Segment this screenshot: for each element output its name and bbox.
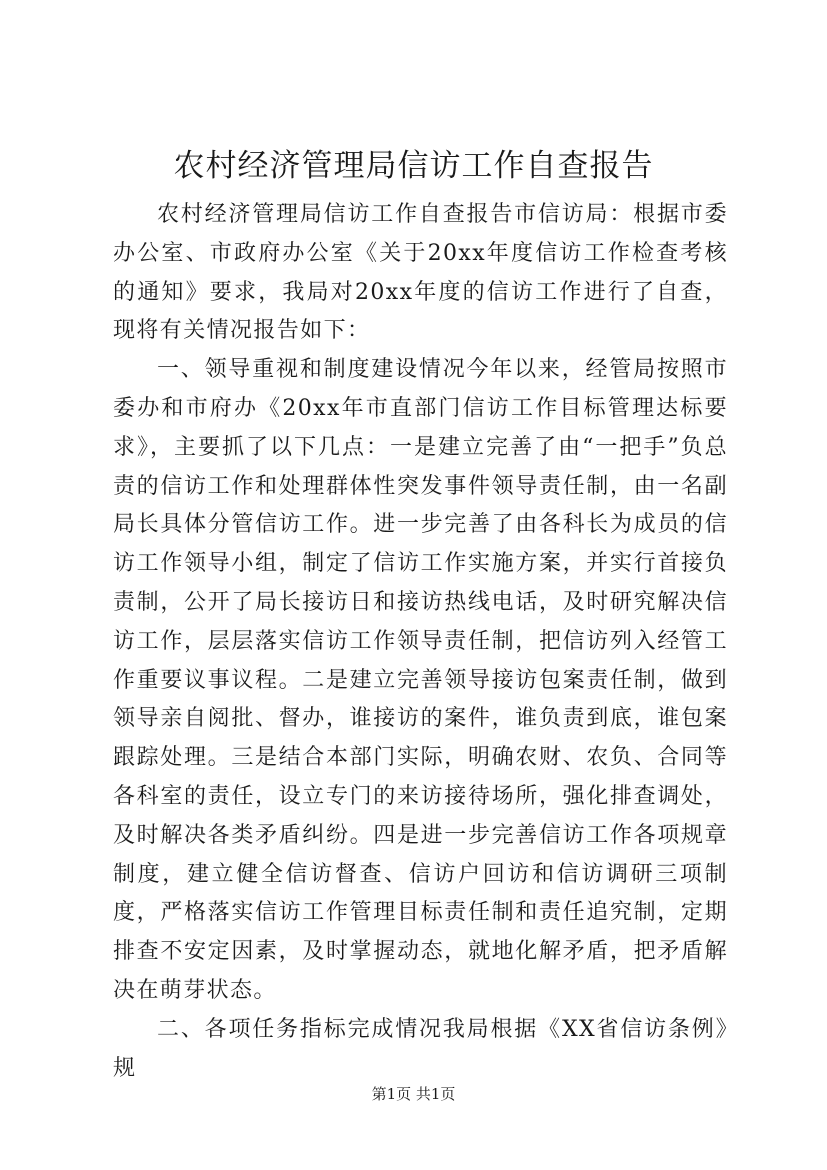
document-body	[113, 196, 728, 1088]
page-number-label: 第1页 共1页	[371, 1085, 456, 1103]
paragraph-section-one: 一、领导重视和制度建设情况今年以来，经管局按照市委办和市府办《20xx年市直部门信访工作目标管理达标要求》，主要抓了以下几点：一是建立完善了由“一把手”负总责的信访工作和处理群体性突发事件领导责任制，由一名副局长具体分管信访工作。进一步完善了由各科长为成员的信访工作领导小组，制定了信访工作实施方案，并实行首接负责制，公开了局长接访日和接访热线电话，及时研究解决信访工作，层层落实信访工作领导责任制，把信访列入经管工作重要议事议程。二是建立完善领导接访包案责任制，做到领导亲自阅批、督办，谁接访的案件，谁负责到底，谁包案跟踪处理。三是结合本部门实际，明确农财、农负、合同等各科室的责任，设立专门的来访接待场所，强化排查调处，及时解决各类矛盾纠纷。四是进一步完善信访工作各项规章制度，建立健全信访督查、信访户回访和信访调研三项制度，严格落实信访工作管理目标责任制和责任追究制，定期排查不安定因素，及时掌握动态，就地化解矛盾，把矛盾解决在萌芽状态。	[113, 357, 728, 1003]
paragraph-intro: 农村经济管理局信访工作自查报告市信访局：根据市委办公室、市政府办公室《关于20xx年度信访工作检查考核的通知》要求，我局对20xx年度的信访工作进行了自查，现将有关情况报告如下：	[113, 202, 728, 344]
page-footer	[0, 1084, 827, 1104]
document-title: 农村经济管理局信访工作自查报告	[173, 148, 654, 184]
paragraph-section-two: 二、各项任务指标完成情况我局根据《XX省信访条例》规	[113, 1016, 728, 1081]
